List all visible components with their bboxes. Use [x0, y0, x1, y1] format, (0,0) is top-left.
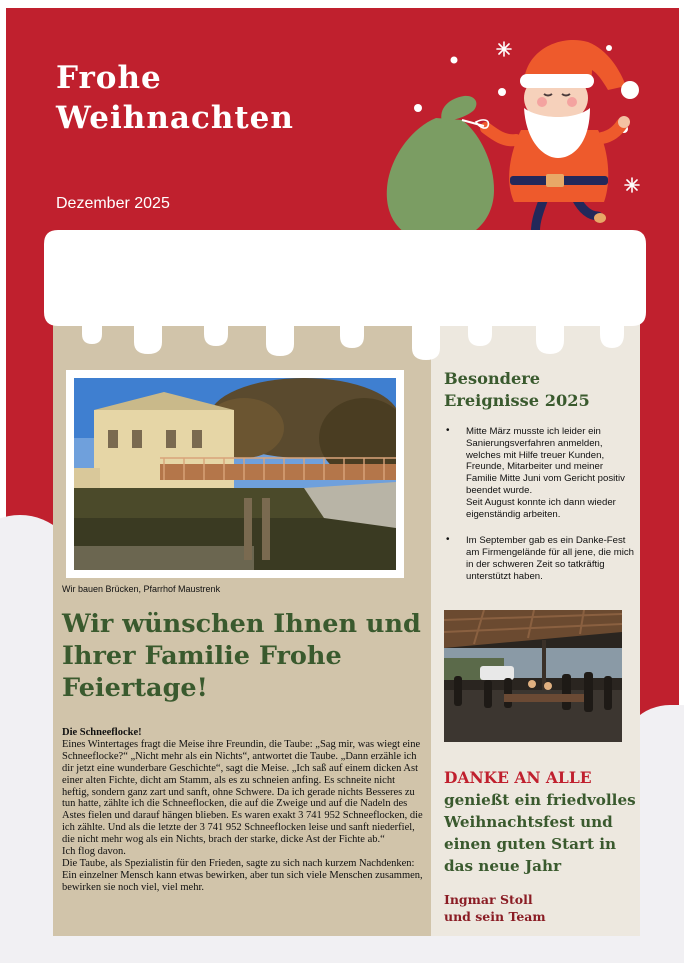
list-item [444, 535, 634, 582]
party-photo [444, 610, 622, 742]
page-title: Frohe Weihnachten [56, 60, 294, 136]
greeting-headline: Wir wünschen Ihnen und Ihrer Familie Frohe Feiertage! [62, 609, 421, 703]
signature-name: Ingmar Stoll [444, 892, 533, 907]
snowflake-story [62, 727, 424, 894]
story-paragraph: Eines Wintertages fragt die Meise ihre Freundin, die Taube: „Sag mir, was wiegt eine Schneeflocke?“ „Nicht mehr als ein Nichts“, antwortet die Taube. „Dann erzähle ich dir jetzt eine wunderbare Geschichte“, sagt die Meise. „Ich saß auf einem dicken Ast einer alten Fichte, dicht am Stamm, als es zu schneien anfing. Es schneite nicht heftig, sondern ganz zart und sanft, ohne Schwere. Da ich gerade nichts Besseres zu tun hatte, zählte ich die Schneeflocken, die auf die Zweige und auf die Nadeln des Astes fielen und darauf hängen blieben. Es waren exakt 3 741 952 Schneeflocken, die ich zählte. Und als die letzte der 3 741 952 Schneeflocken leise und sanft niederfiel, die nicht mehr wog als ein Nichts, brach der starke, dicke Ast der Fichte ab.“ [62, 738, 423, 846]
signature-team: und sein Team [444, 909, 546, 924]
event-text: Seit August konnte ich dann wieder eigenständig arbeiten. [466, 496, 616, 520]
signature [444, 891, 546, 925]
issue-date: Dezember 2025 [56, 195, 170, 212]
events-section-title: Besondere Ereignisse 2025 [444, 369, 590, 410]
bullet-icon: • [446, 534, 450, 546]
thanks-heading: DANKE AN ALLE [444, 768, 592, 787]
holiday-wish: genießt ein friedvolles Weihnachtsfest und einen guten Start in das neue Jahr [444, 791, 636, 875]
story-paragraph: Ich flog davon. [62, 846, 126, 858]
list-item [444, 426, 634, 520]
santa-icon [376, 30, 666, 250]
snow-cap-icon [44, 230, 646, 360]
events-list [444, 426, 634, 598]
story-paragraph: Die Taube, als Spezialistin für den Frieden, sagte zu sich nach kurzem Nachdenken: Ein einzelner Mensch kann etwas bewirken, aber tun sich viele Menschen zusammen, bewirken sie noch viel, viel mehr. [62, 857, 423, 893]
photo-caption: Wir bauen Brücken, Pfarrhof Maustrenk [62, 584, 221, 594]
story-title: Die Schneeflocke! [62, 727, 142, 738]
bullet-icon: • [446, 425, 450, 436]
event-text: Mitte März musste ich leider ein Sanierungsverfahren anmelden, welches mit Hilfe treuer Kunden, Freunde, Mitarbeiter und meiner Familie Mitte Juni vom Gericht positiv beendet wurde. [466, 426, 625, 496]
bridge-photo-frame [66, 370, 404, 578]
bridge-photo [74, 378, 396, 570]
event-text: Im September gab es ein Danke-Fest am Firmengelände für all jene, die mich in der schweren Zeit so tatkräftig unterstützt haben. [466, 535, 634, 582]
